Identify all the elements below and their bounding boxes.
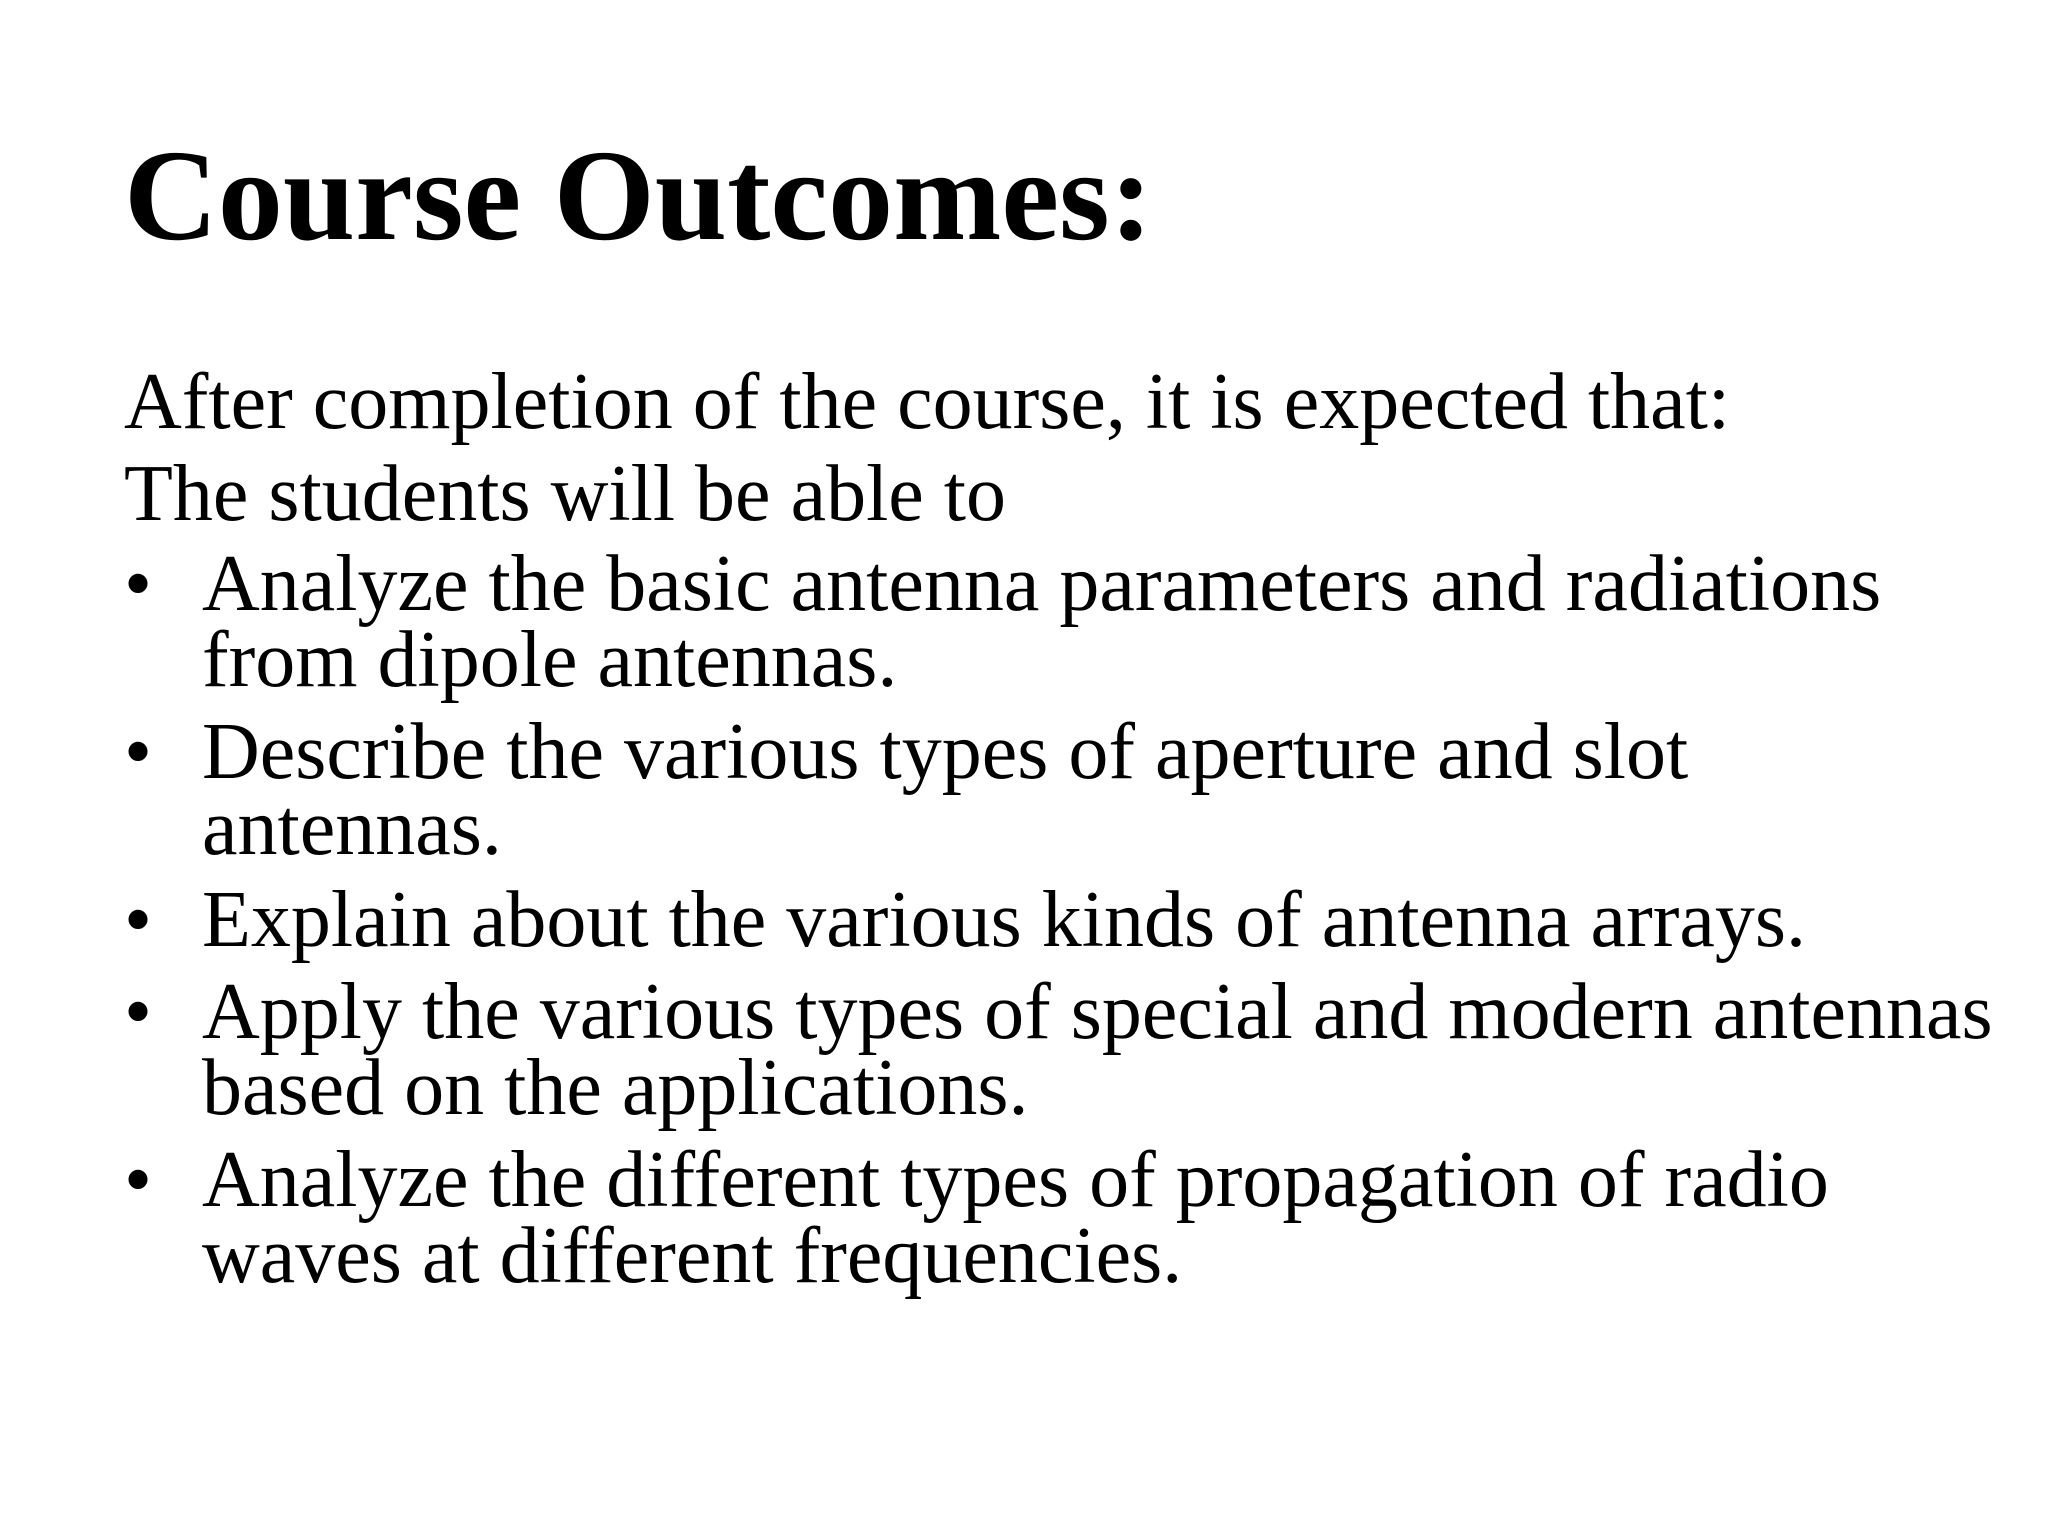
- bullet-icon: •: [124, 876, 153, 964]
- bullet-icon: •: [124, 540, 153, 628]
- outcome-item: [124, 708, 2004, 872]
- outcome-item: [124, 968, 2004, 1132]
- outcome-item: [124, 876, 2004, 964]
- intro-line-1: After completion of the course, it is expected that:: [124, 358, 1731, 446]
- outcome-text: Describe the various types of aperture and slot antennas.: [202, 708, 1689, 872]
- bullet-icon: •: [124, 1136, 153, 1224]
- slide-title: Course Outcomes:: [124, 124, 1153, 268]
- bullet-icon: •: [124, 968, 153, 1056]
- bullet-icon: •: [124, 708, 153, 796]
- intro-line-2: The students will be able to: [124, 450, 1007, 538]
- outcome-text: Explain about the various kinds of antenna arrays.: [202, 876, 1806, 964]
- slide-body: [124, 356, 2004, 1300]
- outcomes-list: [124, 540, 2004, 1300]
- outcome-text: Apply the various types of special and modern antennas based on the applications.: [202, 968, 1993, 1132]
- outcome-item: [124, 540, 2004, 704]
- outcome-text: Analyze the basic antenna parameters and radiations from dipole antennas.: [202, 540, 1882, 704]
- outcome-item: [124, 1136, 2004, 1300]
- outcome-text: Analyze the different types of propagation of radio waves at different frequencies.: [202, 1136, 1829, 1300]
